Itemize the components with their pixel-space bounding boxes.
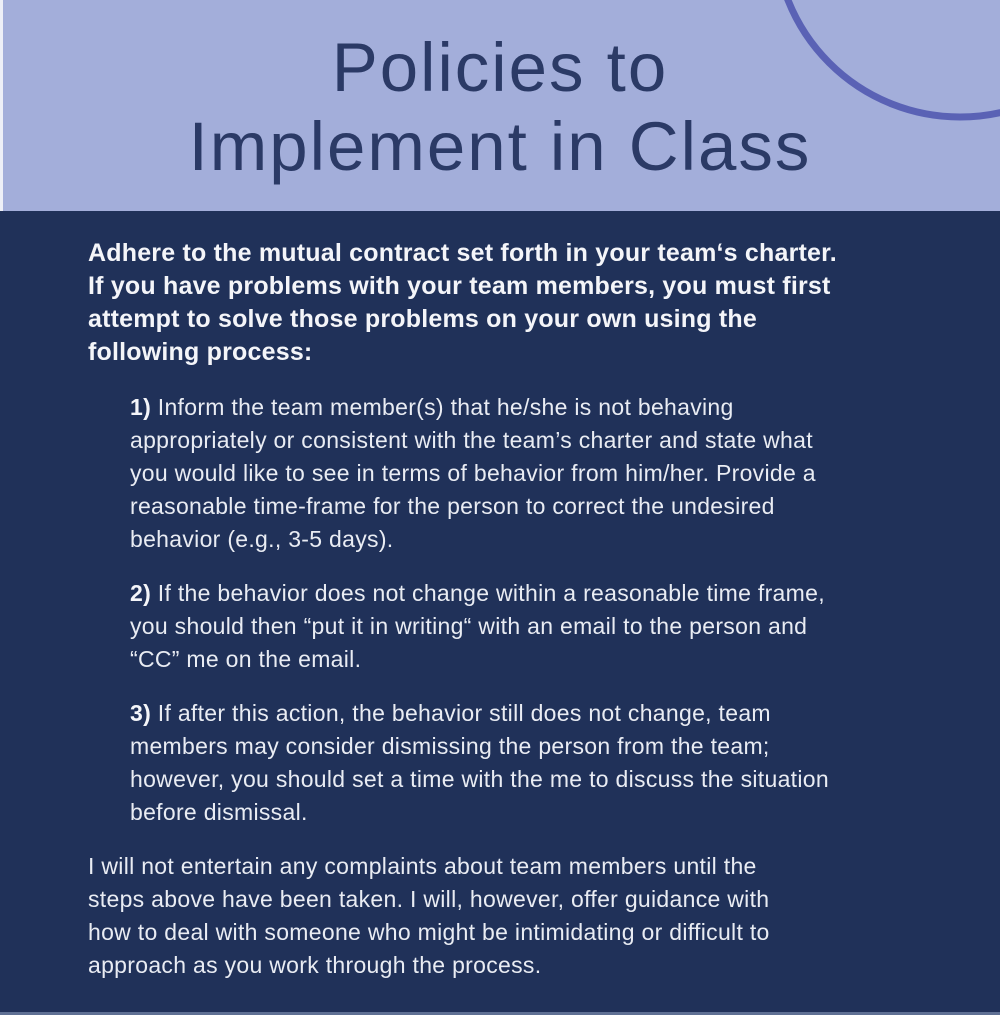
policy-step-line: you would like to see in terms of behavior from him/her. Provide a (130, 460, 816, 486)
policy-step-line: before dismissal. (130, 799, 308, 825)
closing-line: steps above have been taken. I will, however, offer guidance with (88, 886, 770, 912)
intro-line: attempt to solve those problems on your own using the (88, 305, 757, 333)
policy-step-line (130, 391, 920, 424)
policy-step-text: If the behavior does not change within a reasonable time frame, (157, 580, 825, 606)
step-number: 2) (130, 580, 152, 606)
policy-step-line: members may consider dismissing the person from the team; (130, 733, 770, 759)
policy-step-text: Inform the team member(s) that he/she is not behaving (157, 394, 734, 420)
policy-step-3 (130, 697, 920, 829)
slide-body (0, 211, 1000, 982)
policy-step-1 (130, 391, 920, 556)
intro-paragraph (88, 237, 920, 369)
policy-step-line: “CC” me on the email. (130, 646, 362, 672)
policy-step-line: you should then “put it in writing“ with an email to the person and (130, 613, 808, 639)
policy-step-line (130, 697, 920, 730)
intro-line: Adhere to the mutual contract set forth in your team‘s charter. (88, 239, 837, 267)
closing-line: I will not entertain any complaints about team members until the (88, 853, 757, 879)
policy-step-line: however, you should set a time with the me to discuss the situation (130, 766, 829, 792)
intro-line: following process: (88, 338, 313, 366)
intro-line: If you have problems with your team members, you must first (88, 272, 831, 300)
page-title-line-2: Implement in Class (188, 108, 812, 185)
policy-steps-list (130, 391, 920, 829)
closing-line: how to deal with someone who might be intimidating or difficult to (88, 919, 770, 945)
policy-step-line: reasonable time-frame for the person to correct the undesired (130, 493, 775, 519)
page-title (0, 28, 1000, 186)
slide-header (0, 0, 1000, 211)
policy-step-line (130, 577, 920, 610)
closing-line: approach as you work through the process. (88, 952, 542, 978)
step-number: 1) (130, 394, 152, 420)
closing-paragraph (88, 850, 920, 982)
page-title-line-1: Policies to (331, 29, 669, 106)
policy-step-text: If after this action, the behavior still does not change, team (157, 700, 771, 726)
policy-step-line: appropriately or consistent with the team’s charter and state what (130, 427, 813, 453)
policy-step-2 (130, 577, 920, 676)
step-number: 3) (130, 700, 152, 726)
policy-step-line: behavior (e.g., 3-5 days). (130, 526, 394, 552)
